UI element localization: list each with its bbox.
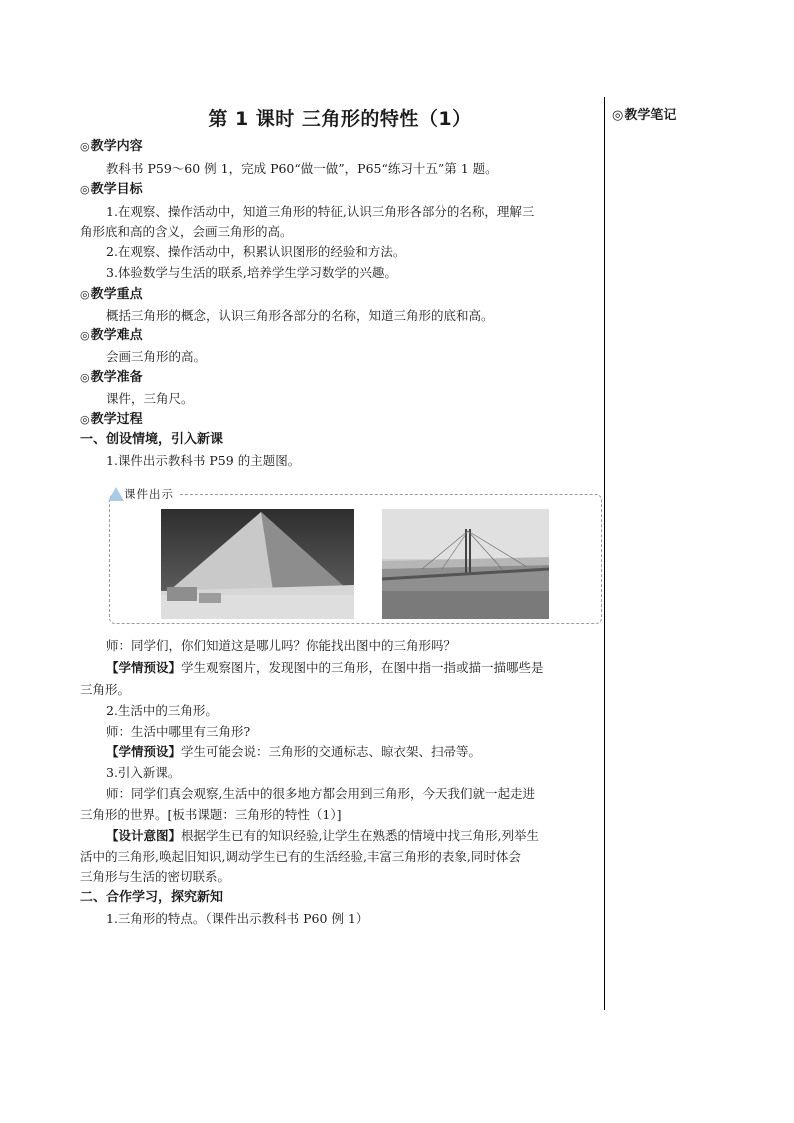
heading-difficulty: [80, 326, 600, 346]
preset-1b: 三角形。: [80, 682, 131, 697]
lesson-title: 第 1 课时 三角形的特性（1）: [208, 108, 472, 130]
heading-process: [80, 410, 600, 430]
heading-content: [80, 137, 600, 157]
pyramid-photo: [161, 509, 354, 619]
goal-2: 2.在观察、操作活动中，积累认识图形的经验和方法。: [106, 244, 406, 259]
heading-text: 教学内容: [90, 139, 143, 154]
teaching-notes-label: [612, 104, 676, 123]
notes-label-text: 教学笔记: [624, 108, 677, 123]
preset-text: 学生可能会说：三角形的交通标志、晾衣架、扫帚等。: [181, 744, 482, 759]
prep-text: 课件，三角尺。: [106, 391, 194, 406]
heading-mark-icon: ◎: [80, 329, 90, 342]
goal-1a: 1.在观察、操作活动中，知道三角形的特征,认识三角形各部分的名称，理解三: [106, 204, 535, 219]
part1-step2: 2.生活中的三角形。: [106, 703, 218, 718]
content-text: 教科书 P59～60 例 1，完成 P60“做一做”，P65“练习十五”第 1 题。: [106, 161, 498, 176]
part2-step1: 1.三角形的特点。（课件出示教科书 P60 例 1）: [106, 911, 369, 926]
heading-prep: [80, 368, 600, 388]
preset-tag: 【学情预设】: [106, 660, 182, 675]
teacher-line-1: 师：同学们，你们知道这是哪儿吗？你能找出图中的三角形吗？: [106, 638, 457, 653]
part1-step1: 1.课件出示教科书 P59 的主题图。: [106, 453, 301, 468]
goal-1b: 角形底和高的含义，会画三角形的高。: [80, 224, 293, 239]
part2-heading: 二、合作学习，探究新知: [80, 890, 224, 905]
tab-triangle-icon: [108, 487, 124, 501]
heading-text: 教学过程: [90, 412, 143, 427]
heading-text: 教学重点: [90, 287, 143, 302]
key-text: 概括三角形的概念，认识三角形各部分的名称，知道三角形的底和高。: [106, 308, 494, 323]
heading-mark-icon: ◎: [80, 183, 90, 196]
difficulty-text: 会画三角形的高。: [106, 349, 207, 364]
heading-text: 教学难点: [90, 328, 143, 343]
preset-text: 学生观察图片，发现图中的三角形，在图中指一指或描一描哪些是: [181, 660, 544, 675]
design-a: [80, 826, 626, 846]
teacher-line-3b: 三角形的世界。[板书课题：三角形的特性（1）]: [80, 807, 342, 822]
heading-goals: [80, 180, 600, 200]
courseware-label: [118, 484, 180, 504]
courseware-label-text: 课件出示: [124, 487, 174, 501]
design-c: 三角形与生活的密切联系。: [80, 869, 231, 884]
part1-step3: 3.引入新课。: [106, 765, 181, 780]
design-tag: 【设计意图】: [106, 828, 182, 843]
heading-key: [80, 285, 600, 305]
part1-heading: 一、创设情境，引入新课: [80, 432, 224, 447]
bridge-photo: [382, 509, 549, 619]
heading-mark-icon: ◎: [80, 413, 90, 426]
heading-text: 教学目标: [90, 182, 143, 197]
heading-mark-icon: ◎: [80, 140, 90, 153]
heading-mark-icon: ◎: [80, 288, 90, 301]
preset-tag: 【学情预设】: [106, 744, 182, 759]
margin-divider: [604, 97, 605, 1010]
design-b: 活中的三角形,唤起旧知识,调动学生已有的生活经验,丰富三角形的表象,同时体会: [80, 849, 521, 864]
ring-icon: ◎: [612, 108, 624, 123]
design-text: 根据学生已有的知识经验,让学生在熟悉的情境中找三角形,列举生: [181, 828, 539, 843]
preset-2: [80, 742, 626, 762]
goal-3: 3.体验数学与生活的联系,培养学生学习数学的兴趣。: [106, 265, 397, 280]
teacher-line-3a: 师：同学们真会观察,生活中的很多地方都会用到三角形，今天我们就一起走进: [106, 786, 535, 801]
preset-1a: [80, 658, 626, 678]
heading-text: 教学准备: [90, 370, 143, 385]
heading-mark-icon: ◎: [80, 371, 90, 384]
teacher-line-2: 师：生活中哪里有三角形?: [106, 724, 251, 739]
